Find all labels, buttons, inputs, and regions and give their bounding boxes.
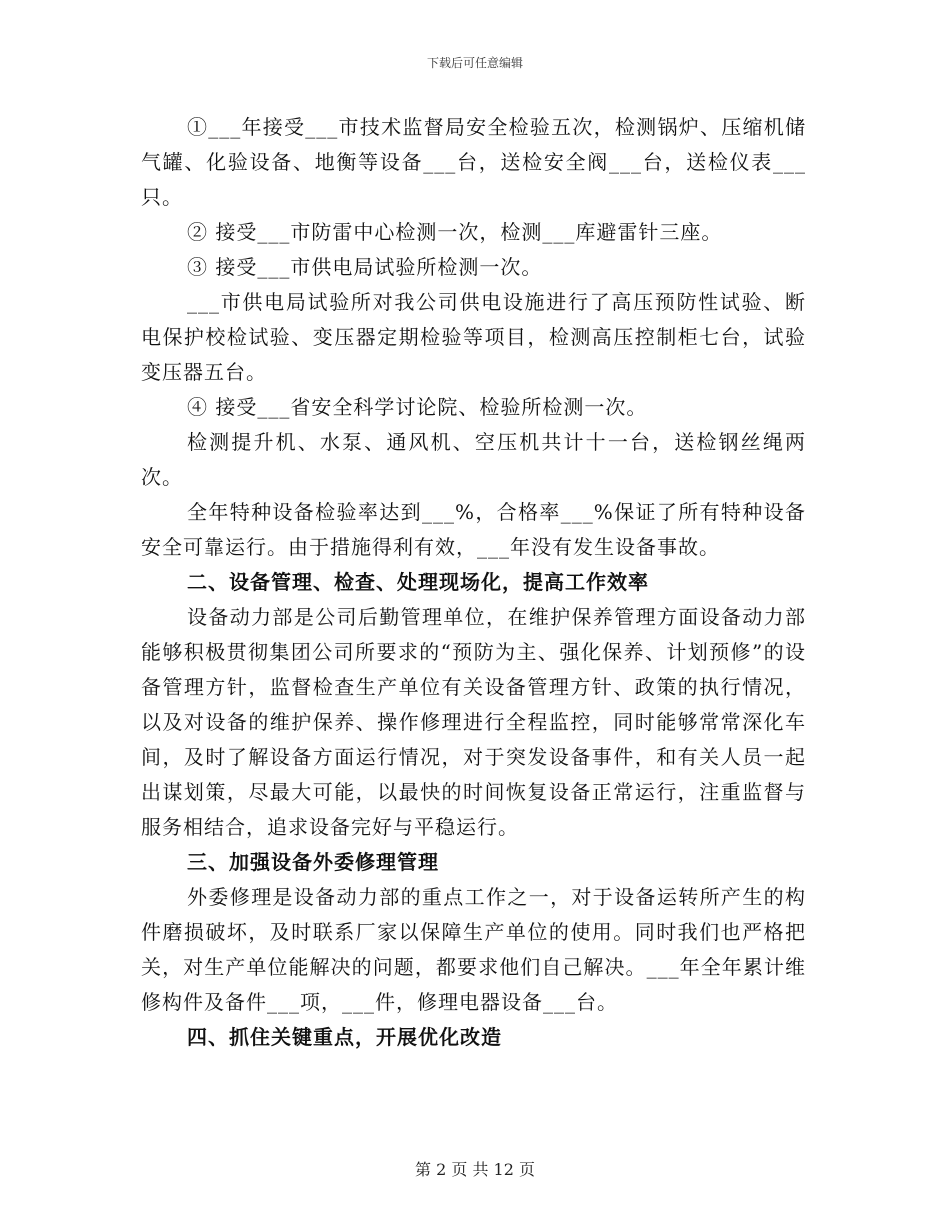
page-footer: 第 2 页 共 12 页 [415, 1160, 535, 1179]
page-header: 下载后可任意编辑 [426, 56, 523, 70]
paragraph-item-4: ④ 接受___省安全科学讨论院、检验所检测一次。 [187, 395, 648, 419]
paragraph-power-test: ___市供电局试验所对我公司供电设施进行了高压预防性试验、断电保护校检试验、变压器定期检验等项目，检测高压控制柜七台，试验变压器五台。 [141, 290, 806, 384]
paragraph-item-1: ①___年接受___市技术监督局安全检验五次，检测锅炉、压缩机储气罐、化验设备、地衡等设备___台，送检安全阀___台，送检仪表___只。 [141, 115, 806, 209]
paragraph-item-3: ③ 接受___市供电局试验所检测一次。 [187, 255, 543, 279]
section-heading-2: 二、设备管理、检查、处理现场化，提高工作效率 [187, 570, 649, 594]
paragraph-equipment-management: 设备动力部是公司后勤管理单位，在维护保养管理方面设备动力部能够积极贯彻集团公司所要求的“预防为主、强化保养、计划预修”的设备管理方针，监督检查生产单位有关设备管理方针、政策的执行情况，以及对设备的维护保养、操作修理进行全程监控，同时能够常常深化车间，及时了解设备方面运行情况，对于突发设备事件，和有关人员一起出谋划策，尽最大可能，以最快的时间恢复设备正常运行，注重监督与服务相结合，追求设备完好与平稳运行。 [141, 605, 806, 839]
paragraph-annual-rate: 全年特种设备检验率达到___%，合格率___%保证了所有特种设备安全可靠运行。由于措施得利有效，___年没有发生设备事故。 [141, 500, 806, 559]
section-heading-4: 四、抓住关键重点，开展优化改造 [187, 1025, 502, 1049]
paragraph-inspection-count: 检测提升机、水泵、通风机、空压机共计十一台，送检钢丝绳两次。 [141, 430, 806, 489]
section-heading-3: 三、加强设备外委修理管理 [187, 850, 439, 874]
paragraph-item-2: ② 接受___市防雷中心检测一次，检测___库避雷针三座。 [187, 220, 723, 244]
document-body [141, 110, 806, 1055]
paragraph-outsourced-repair: 外委修理是设备动力部的重点工作之一，对于设备运转所产生的构件磨损破坏，及时联系厂家以保障生产单位的使用。同时我们也严格把关，对生产单位能解决的问题，都要求他们自己解决。___年全年累计维修构件及备件___项，___件，修理电器设备___台。 [141, 885, 806, 1014]
